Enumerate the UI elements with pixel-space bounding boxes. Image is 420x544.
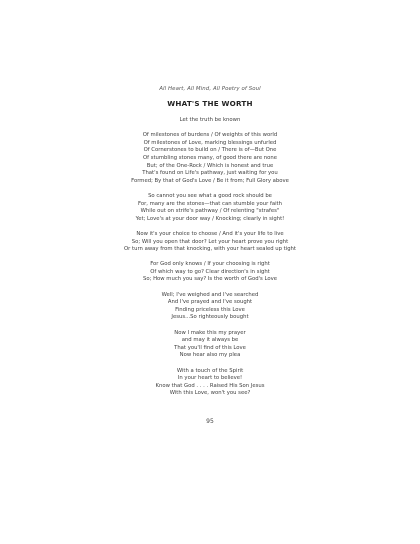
poem-line: Of milestones of Love, marking blessings unfurled: [143, 139, 277, 146]
poem-line: For God only knows / If your choosing is right: [150, 261, 270, 268]
poem-title: WHAT'S THE WORTH: [167, 99, 253, 108]
poem-line: While out on strife's pathway / Of relenting "strafes": [140, 208, 280, 215]
poem-stanza: [0, 193, 420, 223]
poem-line: In your heart to believe!: [177, 375, 243, 382]
poem-line: Well; I've weighed and I've searched: [161, 291, 259, 298]
poem-line: Jesus...So righteously bought: [171, 314, 249, 321]
poem-stanza: [0, 231, 420, 254]
poem-line: Of stumbling stones many, of good there are none: [142, 154, 278, 161]
poem-line: That you'll find of this Love: [174, 344, 246, 351]
poem-line: So cannot you see what a good rock should be: [148, 192, 272, 199]
poem-line: Know that God . . . . Raised His Son Jesus: [155, 382, 265, 389]
poem-line: Formed; By that of God's Love / Be it from; Full Glory above: [131, 177, 289, 184]
poem-body: [0, 117, 420, 406]
poem-stanza: [0, 117, 420, 125]
poem-line: Now hear also my plea: [179, 352, 241, 359]
poem-line: So; How much you say? Is the worth of God's Love: [143, 276, 277, 283]
poem-line: Now I make this my prayer: [174, 329, 246, 336]
running-header: All Heart, All Mind, All Poetry of Soul: [159, 86, 261, 92]
poem-stanza: [0, 330, 420, 360]
poem-line: Yet; Love's at your door way / Knocking; clearly in sight!: [135, 215, 285, 222]
page-number: 95: [206, 418, 214, 425]
poem-line: With a touch of the Spirit: [176, 367, 244, 374]
poem-line: Let the truth be known: [179, 117, 241, 123]
poem-line: But; of the One-Rock / Which is honest and true: [146, 162, 274, 169]
poem-line: Of which way to go? Clear direction's in sight: [150, 268, 270, 275]
poem-line: Of Cornerstones to build on / There is of—But One: [143, 147, 277, 154]
poem-stanza: [0, 132, 420, 185]
poem-line: and may it always be: [181, 337, 239, 344]
poem-line: Now it's your choice to choose / And it's your life to live: [136, 230, 284, 237]
poem-stanza: [0, 292, 420, 322]
poem-stanza: [0, 368, 420, 398]
poem-line: For, many are the stones—that can stumble your faith: [138, 200, 282, 207]
poem-line: And I've prayed and I've sought: [167, 299, 253, 306]
poem-line: With this Love, won't you see?: [169, 390, 251, 397]
poem-line: Of milestones of burdens / Of weights of this world: [142, 132, 278, 139]
poem-line: That's found on Life's pathway, just waiting for you: [142, 170, 278, 177]
poem-stanza: [0, 261, 420, 284]
poem-line: Finding priceless this Love: [175, 306, 245, 313]
poem-line: Or turn away from that knocking, with your heart sealed up tight: [124, 246, 296, 253]
poem-line: So; Will you open that door? Let your heart prove you right: [131, 238, 289, 245]
